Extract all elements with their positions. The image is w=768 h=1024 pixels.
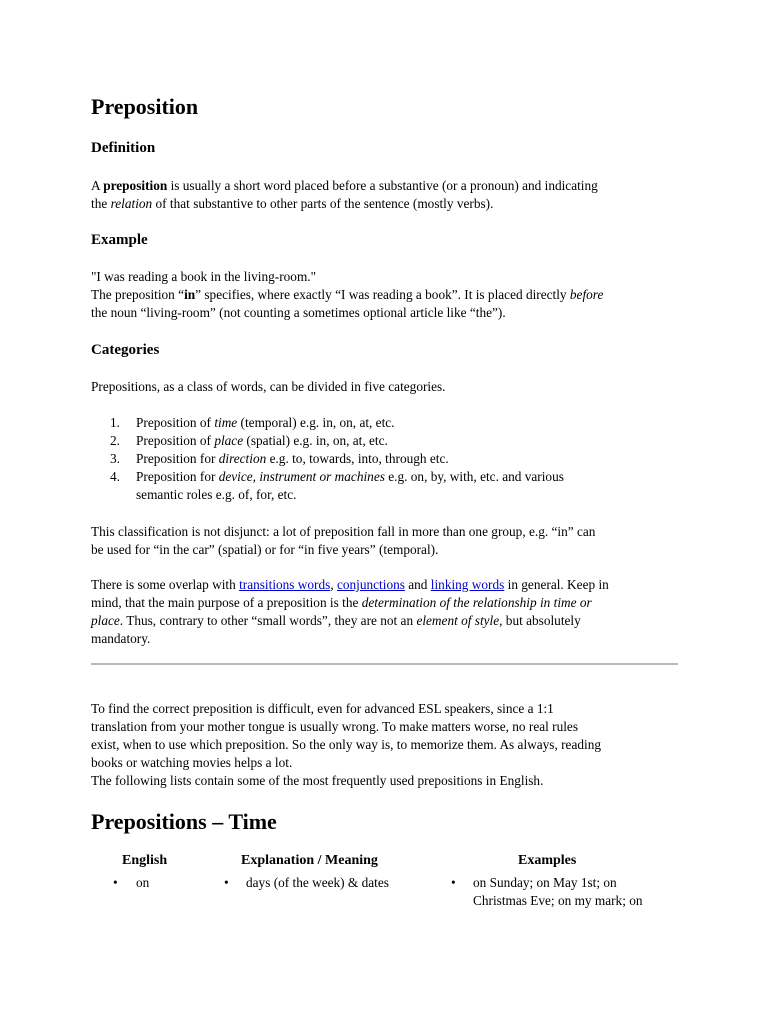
text: in general. Keep in <box>504 577 609 592</box>
cell-text <box>451 874 681 910</box>
text: is usually a short word placed before a substantive (or a pronoun) and indicating <box>167 178 598 193</box>
table-cell-english <box>113 874 203 892</box>
horizontal-divider <box>91 663 678 665</box>
text: e.g. on, by, with, etc. and various <box>384 469 564 484</box>
italic-term: place <box>91 613 120 628</box>
text: translation from your mother tongue is usually wrong. To make matters worse, no real rules <box>91 719 579 734</box>
text: ” specifies, where exactly “I was reading a book”. It is placed directly <box>195 287 570 302</box>
text: The preposition “ <box>91 287 185 302</box>
text: (temporal) e.g. in, on, at, etc. <box>237 415 395 430</box>
section-title-time: Prepositions – Time <box>91 809 277 834</box>
example-paragraph <box>91 268 681 322</box>
table-cell-meaning <box>224 874 444 892</box>
example-quote: "I was reading a book in the living-room." <box>91 269 317 284</box>
text: To find the correct preposition is difficult, even for advanced ESL speakers, since a 1:1 <box>91 701 554 716</box>
cell-text: days (of the week) & dates <box>246 875 389 890</box>
overlap-paragraph <box>91 576 681 648</box>
list-number: 3. <box>110 451 120 466</box>
list-item <box>91 432 651 450</box>
cell-text: on <box>136 875 150 890</box>
text: and <box>404 577 431 592</box>
bold-term: preposition <box>103 178 168 193</box>
column-header-examples: Examples <box>518 853 577 868</box>
list-item <box>91 450 651 468</box>
bullet-icon: • <box>113 875 118 890</box>
italic-term: direction <box>218 451 267 466</box>
conjunctions-link[interactable]: conjunctions <box>336 577 405 592</box>
text: Preposition for <box>136 469 219 484</box>
example-heading: Example <box>91 232 148 248</box>
text: mind, that the main purpose of a preposition is the <box>91 595 362 610</box>
text: , but absolutely <box>499 613 581 628</box>
text: the <box>91 196 111 211</box>
page-title: Preposition <box>91 94 199 119</box>
definition-paragraph <box>91 177 681 213</box>
italic-term: place <box>214 433 244 448</box>
text: . Thus, contrary to other “small words”, they are not an <box>119 613 417 628</box>
text: be used for “in the car” (spatial) or for “in five years” (temporal). <box>91 542 439 557</box>
text: mandatory. <box>91 631 151 646</box>
table-cell-examples <box>451 874 681 910</box>
bullet-icon: • <box>451 875 456 890</box>
text: , <box>330 577 337 592</box>
text: (spatial) e.g. in, on, at, etc. <box>243 433 388 448</box>
text: semantic roles e.g. of, for, etc. <box>136 487 297 502</box>
italic-term: before <box>569 287 604 302</box>
list-item <box>91 468 651 504</box>
bullet-icon: • <box>224 875 229 890</box>
definition-heading: Definition <box>91 140 156 156</box>
italic-term: device, instrument or machines <box>218 469 385 484</box>
list-number: 1. <box>110 415 120 430</box>
text: books or watching movies helps a lot. <box>91 755 293 770</box>
text: exist, when to use which preposition. So the only way is, to memorize them. As always, reading <box>91 737 601 752</box>
disjunct-paragraph <box>91 523 681 559</box>
text: of that substantive to other parts of the sentence (mostly verbs). <box>152 196 494 211</box>
bold-term: in <box>184 287 196 302</box>
categories-heading: Categories <box>91 342 160 358</box>
text: This classification is not disjunct: a lot of preposition fall in more than one group, e.g. “in” can <box>91 524 596 539</box>
italic-term: time <box>214 415 238 430</box>
text: e.g. to, towards, into, through etc. <box>266 451 449 466</box>
italic-term: relation <box>110 196 153 211</box>
column-header-meaning: Explanation / Meaning <box>241 853 378 868</box>
linking-words-link[interactable]: linking words <box>430 577 505 592</box>
text: The following lists contain some of the most frequently used prepositions in English. <box>91 773 544 788</box>
text: There is some overlap with <box>91 577 240 592</box>
categories-list <box>91 414 651 504</box>
list-item <box>91 414 651 432</box>
list-number: 2. <box>110 433 120 448</box>
categories-intro: Prepositions, as a class of words, can be divided in five categories. <box>91 379 446 394</box>
text: Preposition of <box>136 433 215 448</box>
text: A <box>91 178 104 193</box>
text: Preposition for <box>136 451 219 466</box>
esl-paragraph <box>91 700 681 790</box>
text: the noun “living-room” (not counting a sometimes optional article like “the”). <box>91 305 506 320</box>
list-number: 4. <box>110 469 120 484</box>
column-header-english: English <box>122 853 168 868</box>
transitions-words-link[interactable]: transitions words <box>239 577 331 592</box>
text: Christmas Eve; on my mark; on <box>473 893 643 908</box>
italic-term: determination of the relationship in time or <box>361 595 592 610</box>
text: Preposition of <box>136 415 215 430</box>
italic-term: element of style <box>416 613 500 628</box>
text: on Sunday; on May 1st; on <box>473 875 617 890</box>
